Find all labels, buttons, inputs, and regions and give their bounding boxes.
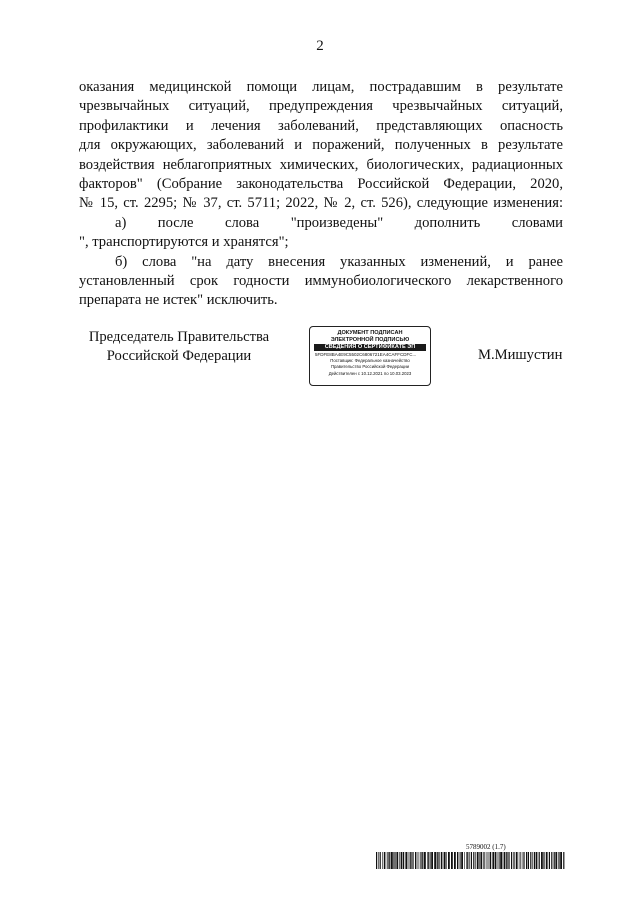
barcode-icon: [376, 852, 565, 869]
document-body: [79, 78, 563, 311]
stamp-owner: Правительство Российской Федерации: [330, 364, 410, 370]
text-line: профилактики и лечения заболеваний, представляющих опасность: [79, 117, 563, 134]
stamp-certificate-band: СВЕДЕНИЯ О СЕРТИФИКАТЕ ЭП: [314, 344, 426, 351]
stamp-heading: ЭЛЕКТРОННОЙ ПОДПИСЬЮ: [330, 336, 410, 343]
signatory-name: М.Мишустин: [478, 347, 563, 363]
signatory-title: [79, 328, 279, 367]
stamp-supplier: Поставщик: Федеральное казначейство: [330, 358, 410, 364]
text-line: для окружающих, заболеваний и поражений, полученных в результате: [79, 137, 563, 154]
text-line: а) после слова "произведены" дополнить словами: [115, 214, 563, 231]
text-line: факторов" (Собрание законодательства Российской Федерации, 2020,: [79, 176, 563, 193]
text-line: ", транспортируются и хранятся";: [79, 234, 289, 251]
text-line: установленный срок годности иммунобиологического лекарственного: [79, 273, 563, 290]
barcode-label: 5789002 (1.7): [466, 843, 506, 851]
text-line: оказания медицинской помощи лицам, пострадавшим в результате: [79, 79, 563, 95]
stamp-certificate-hash: 5FDFE8BA4E9C5502C6806721EA4CAFFCDFC...: [315, 352, 417, 358]
main-paragraph: [79, 78, 563, 214]
text-line: б) слова "на дату внесения указанных изменений, и ранее: [115, 253, 563, 270]
signatory-title-line: Председатель Правительства: [88, 329, 270, 345]
item-b-paragraph: [79, 253, 563, 311]
stamp-heading: ДОКУМЕНТ ПОДПИСАН: [337, 330, 403, 336]
text-line: чрезвычайных ситуаций, предупреждения чрезвычайных ситуаций,: [79, 98, 563, 115]
electronic-signature-stamp: [309, 326, 431, 386]
page-number: 2: [316, 38, 324, 54]
signatory-title-line: Российской Федерации: [106, 348, 252, 365]
text-line: воздействия неблагоприятных химических, биологических, радиационных: [79, 156, 563, 173]
stamp-validity: Действителен с 10.12.2021 по 10.03.2023: [328, 370, 412, 376]
text-line: препарата не истек" исключить.: [79, 292, 278, 309]
text-line: № 15, ст. 2295; № 37, ст. 5711; 2022, № 2, ст. 526), следующие изменения:: [79, 195, 563, 212]
item-a-paragraph: [79, 214, 563, 253]
